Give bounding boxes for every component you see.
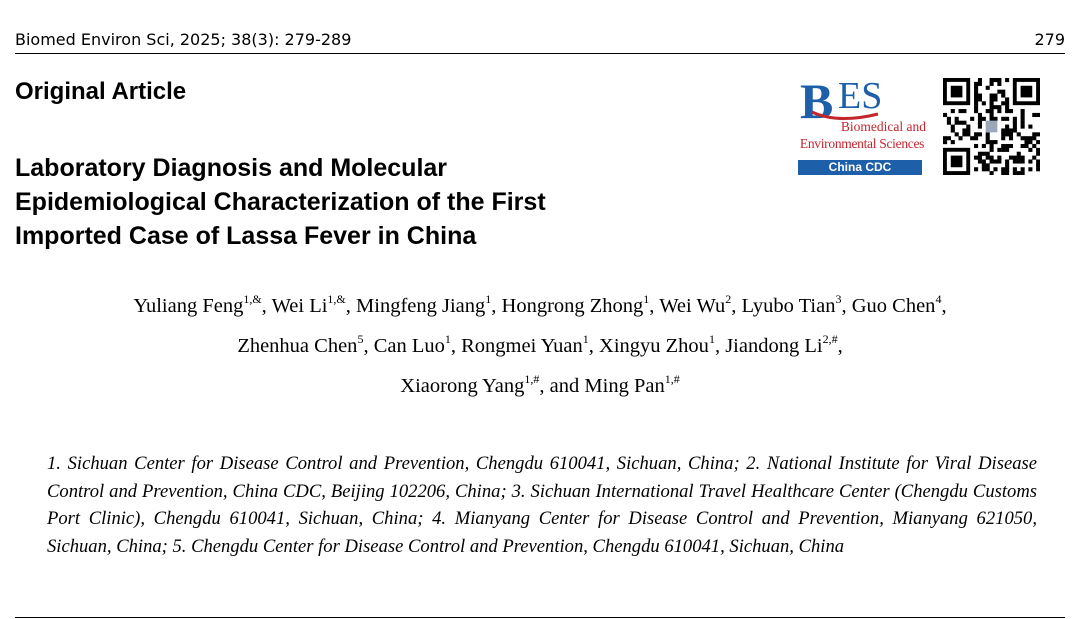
author-affiliation-marker: 1: [444, 332, 451, 346]
author-name: Xingyu Zhou: [599, 335, 709, 357]
author-affiliation-marker: 4: [935, 292, 942, 306]
author-affiliation-marker: 1: [708, 332, 715, 346]
title-line: Epidemiological Characterization of the First: [15, 188, 546, 216]
author-list: Yuliang Feng$^{1,\&}$, Wei $Li^{1,\&}$, Mingfeng Jiang$^1$, Hongrong Zhong$^1$, Wei Wu$^2$, Lyubo Tian$^3$, Guo Chen$^4$, Zhenhua Chen$^5$, Can Luo$^1$, Rongmei Yuan$^1$, Xingyu Zhou$^1$, Jiandong $Li^{2,\#}$, Xiaorong Yang$^{1,\#}$, and Ming Pan$^{1,\#}$: [133, 292, 947, 397]
author-name: Zhenhua Chen: [237, 335, 358, 357]
affiliations: 1. Sichuan Center for Disease Control and Prevention, Chengdu 610041, Sichuan, China; 2. National Institute for Viral Disease Control and Prevention, China CDC, Beijing 102206, China; 3. Sichuan International Travel Healthcare Center (Chengdu Customs Port Clinic), Chengdu 610041, Sichuan, China; 4. Mianyang Center for Disease Control and Prevention, Mianyang 621050, Sichuan, China; 5. Chengdu Center for Disease Control and Prevention, Chengdu 610041, Sichuan, China: [47, 453, 1037, 557]
logo-letter-b: B: [800, 78, 834, 122]
title-line: Laboratory Diagnosis and Molecular: [15, 154, 448, 182]
journal-logo: [798, 78, 926, 176]
running-header: [15, 30, 1065, 54]
author-name: Jiandong Li: [725, 335, 823, 357]
author-name: Wei Wu: [659, 295, 726, 317]
journal-citation: Biomed Environ Sci, 2025; 38(3): 279-289: [15, 30, 352, 49]
article-type: Original Article: [15, 78, 187, 105]
author-name: Ming Pan: [584, 375, 665, 397]
author-name: Xiaorong Yang: [400, 375, 525, 397]
author-name: Yuliang Feng: [133, 295, 244, 317]
logo-band: China CDC: [798, 160, 922, 175]
author-affiliation-marker: 3: [835, 292, 842, 306]
author-name: Hongrong Zhong: [501, 295, 644, 317]
bottom-rule: [15, 617, 1065, 618]
author-affiliation-marker: 1,&: [243, 292, 262, 306]
author-name: Guo Chen: [851, 295, 936, 317]
title-line: Imported Case of Lassa Fever in China: [15, 222, 477, 250]
author-name: Rongmei Yuan: [461, 335, 583, 357]
logo-subtitle-line2: Environmental Sciences: [799, 136, 925, 151]
author-affiliation-marker: 2,#: [822, 332, 838, 346]
qr-code-graphic: [943, 78, 1040, 175]
article-title: [15, 151, 655, 253]
qr-code: [943, 78, 1040, 175]
author-affiliation-marker: 1,&: [327, 292, 346, 306]
author-affiliation-marker: 2: [725, 292, 732, 306]
author-affiliation-marker: 1,#: [524, 372, 540, 386]
logo-letters-es: ES: [838, 78, 883, 117]
page-number: 279: [1034, 30, 1065, 49]
logo-subtitle-line1: Biomedical and: [840, 119, 926, 134]
author-name: Mingfeng Jiang: [356, 295, 486, 317]
author-name: Wei Li: [271, 295, 328, 317]
author-affiliation-marker: 5: [357, 332, 364, 346]
author-affiliation-marker: 1,#: [664, 372, 680, 386]
author-affiliation-marker: 1: [485, 292, 492, 306]
author-name: Lyubo Tian: [741, 295, 836, 317]
bes-logo-mark: [798, 78, 926, 122]
author-affiliation-marker: 1: [582, 332, 589, 346]
author-name: Can Luo: [373, 335, 445, 357]
author-affiliation-marker: 1: [643, 292, 650, 306]
